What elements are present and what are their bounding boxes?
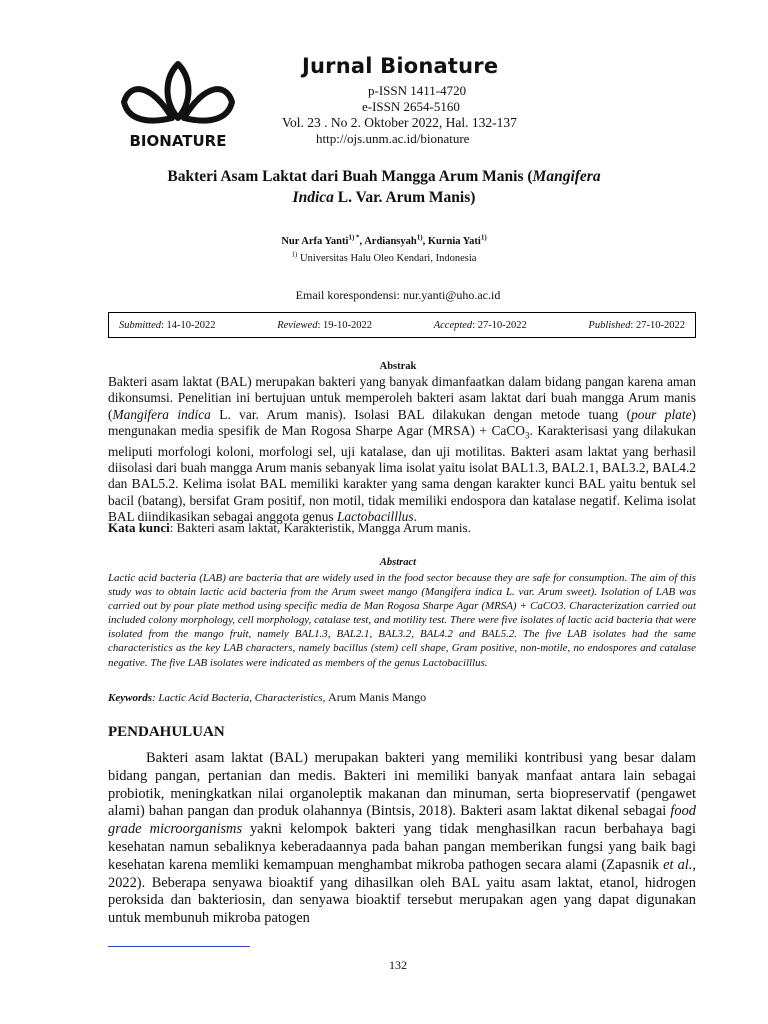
authors: Nur Arfa Yanti$^{1) *}$, Ardiansyah$^{1)}$, Kurnia Yati$^{1)}$: [281, 233, 487, 247]
author-name: Kurnia Yati: [427, 236, 481, 247]
e-issn: e-ISSN 2654-5160: [362, 99, 460, 114]
author-name: Ardiansyah: [364, 236, 417, 247]
corresponding-email: Email korespondensi: nur.yanti@uho.ac.id: [295, 288, 501, 302]
reviewed-date: Reviewed: 19-10-2022: [277, 319, 373, 331]
pendahuluan-paragraph: Bakteri asam laktat (BAL) merupakan bakteri yang memiliki kontribusi yang besar dalam bidang pangan, pertanian dan medis. Bakteri ini memiliki banyak manfaat antara lain sebagai probiotik, meningkatkan nilai organoleptik makanan dan minuman, serta biopreservatif (pengawet alami) bahan pangan dan produk olahannya (Bintsis, 2018). Bakteri asam laktat dikenal sebagai food grade microorganisms yakni kelompok bakteri yang tidak menghasilkan racun berbahaya bagi kesehatan namun sebaliknya keberadaannya pada bahan pangan memberikan fungsi yang baik bagi kesehatan karena memliki kemampuan menghambat mikroba pathogen secara alami (Zapasnik et al., 2022). Beberapa senyawa bioaktif yang dihasilkan oleh BAL yaitu asam laktat, etanol, hidrogen peroksida dan bakteriosin, dan senyawa bioaktif tersebut merupakan agen yang dapat digunakan untuk membunuh mikroba patogen: [108, 750, 696, 927]
journal-name: Jurnal Bionature: [302, 54, 499, 78]
bionature-logo: [118, 58, 238, 150]
accepted-date: Accepted: 27-10-2022: [433, 319, 527, 331]
affiliation: $^{1)}$ Universitas Halu Oleo Kendari, Indonesia: [291, 250, 477, 264]
footnote-separator: [108, 946, 250, 947]
logo-text: BIONATURE: [129, 132, 227, 150]
p-issn: p-ISSN 1411-4720: [368, 83, 467, 98]
kata-kunci: Kata kunci: Bakteri asam laktat, Karakteristik, Mangga Arum manis.: [108, 520, 471, 535]
article-dates-box: [108, 312, 696, 338]
published-date: Published: 27-10-2022: [588, 319, 685, 331]
abstract-heading: Abstract: [379, 557, 417, 568]
keywords: Keywords: Lactic Acid Bacteria, Characteristics, Arum Manis Mango: [108, 690, 427, 704]
author-name: Nur Arfa Yanti: [281, 236, 349, 247]
volume-info: Vol. 23 . No 2. Oktober 2022, Hal. 132-137: [282, 115, 517, 130]
logo-center-leaf: [168, 64, 189, 118]
abstract-text: Lactic acid bacteria (LAB) are bacteria that are widely used in the food sector because they are safe for consumption. The aim of this study was to obtain lactic acid bacteria from the Arum sweet mango (Mangifera indica L. var. Arum sweet). Isolation of LAB was carried out by pour plate method using specific media de Man Rogosa Sharpe Agar (MRSA) + CaCO3. Characterization carried out included colony morphology, cell morphology, catalase test, and motility test. There were five isolates of lactic acid bacteria that were isolated from the mango fruit, namely BAL1.3, BAL2.1, BAL3.2, BAL4.2 and BAL5.2. The five LAB isolates had the same characteristics as the key LAB characters, namely bacillus (stem) cell shape, Gram positive, non-motile, no endospores and catalase negative. The five LAB isolates were indicated as members of the genus Lactobacilllus.: [108, 572, 696, 669]
page-number: 132: [389, 958, 407, 972]
abstrak-text: Bakteri asam laktat (BAL) merupakan bakteri yang banyak dimanfaatkan dalam bidang pangan karena aman dikonsumsi. Penelitian ini bertujuan untuk memperoleh bakteri asam laktat dari buah mangga Arum manis (Mangifera indica L. var. Arum manis). Isolasi BAL dilakukan dengan metode tuang (pour plate) mengunakan media spesifik de Man Rogosa Sharpe Agar (MRSA) + CaCO$_3$. Karakterisasi yang dilakukan meliputi morfologi koloni, morfologi sel, uji katalase, dan uji motilitas. Bakteri asam laktat yang berhasil diisolasi dari buah mangga Arum manis sebanyak lima isolat yaitu isolat BAL1.3, BAL2.1, BAL3.2, BAL4.2 dan BAL5.2. Kelima isolat BAL memiliki karakter yang sama dengan karakter kunci BAL yaitu bentuk sel bacil (batang), bersifat Gram positif, non motil, tidak memiliki endospora dan katalase negatif. Kelima isolat BAL diindikasikan sebagai anggota genus Lactobacilllus.: [108, 374, 696, 525]
journal-url[interactable]: http://ojs.unm.ac.id/bionature: [316, 131, 470, 146]
submitted-date: Submitted: 14-10-2022: [119, 319, 216, 331]
article-title: Bakteri Asam Laktat dari Buah Mangga Arum Manis (Mangifera Indica L. Var. Arum Manis): [167, 168, 601, 206]
section-heading-pendahuluan: PENDAHULUAN: [108, 724, 225, 740]
abstrak-heading: Abstrak: [379, 361, 417, 372]
